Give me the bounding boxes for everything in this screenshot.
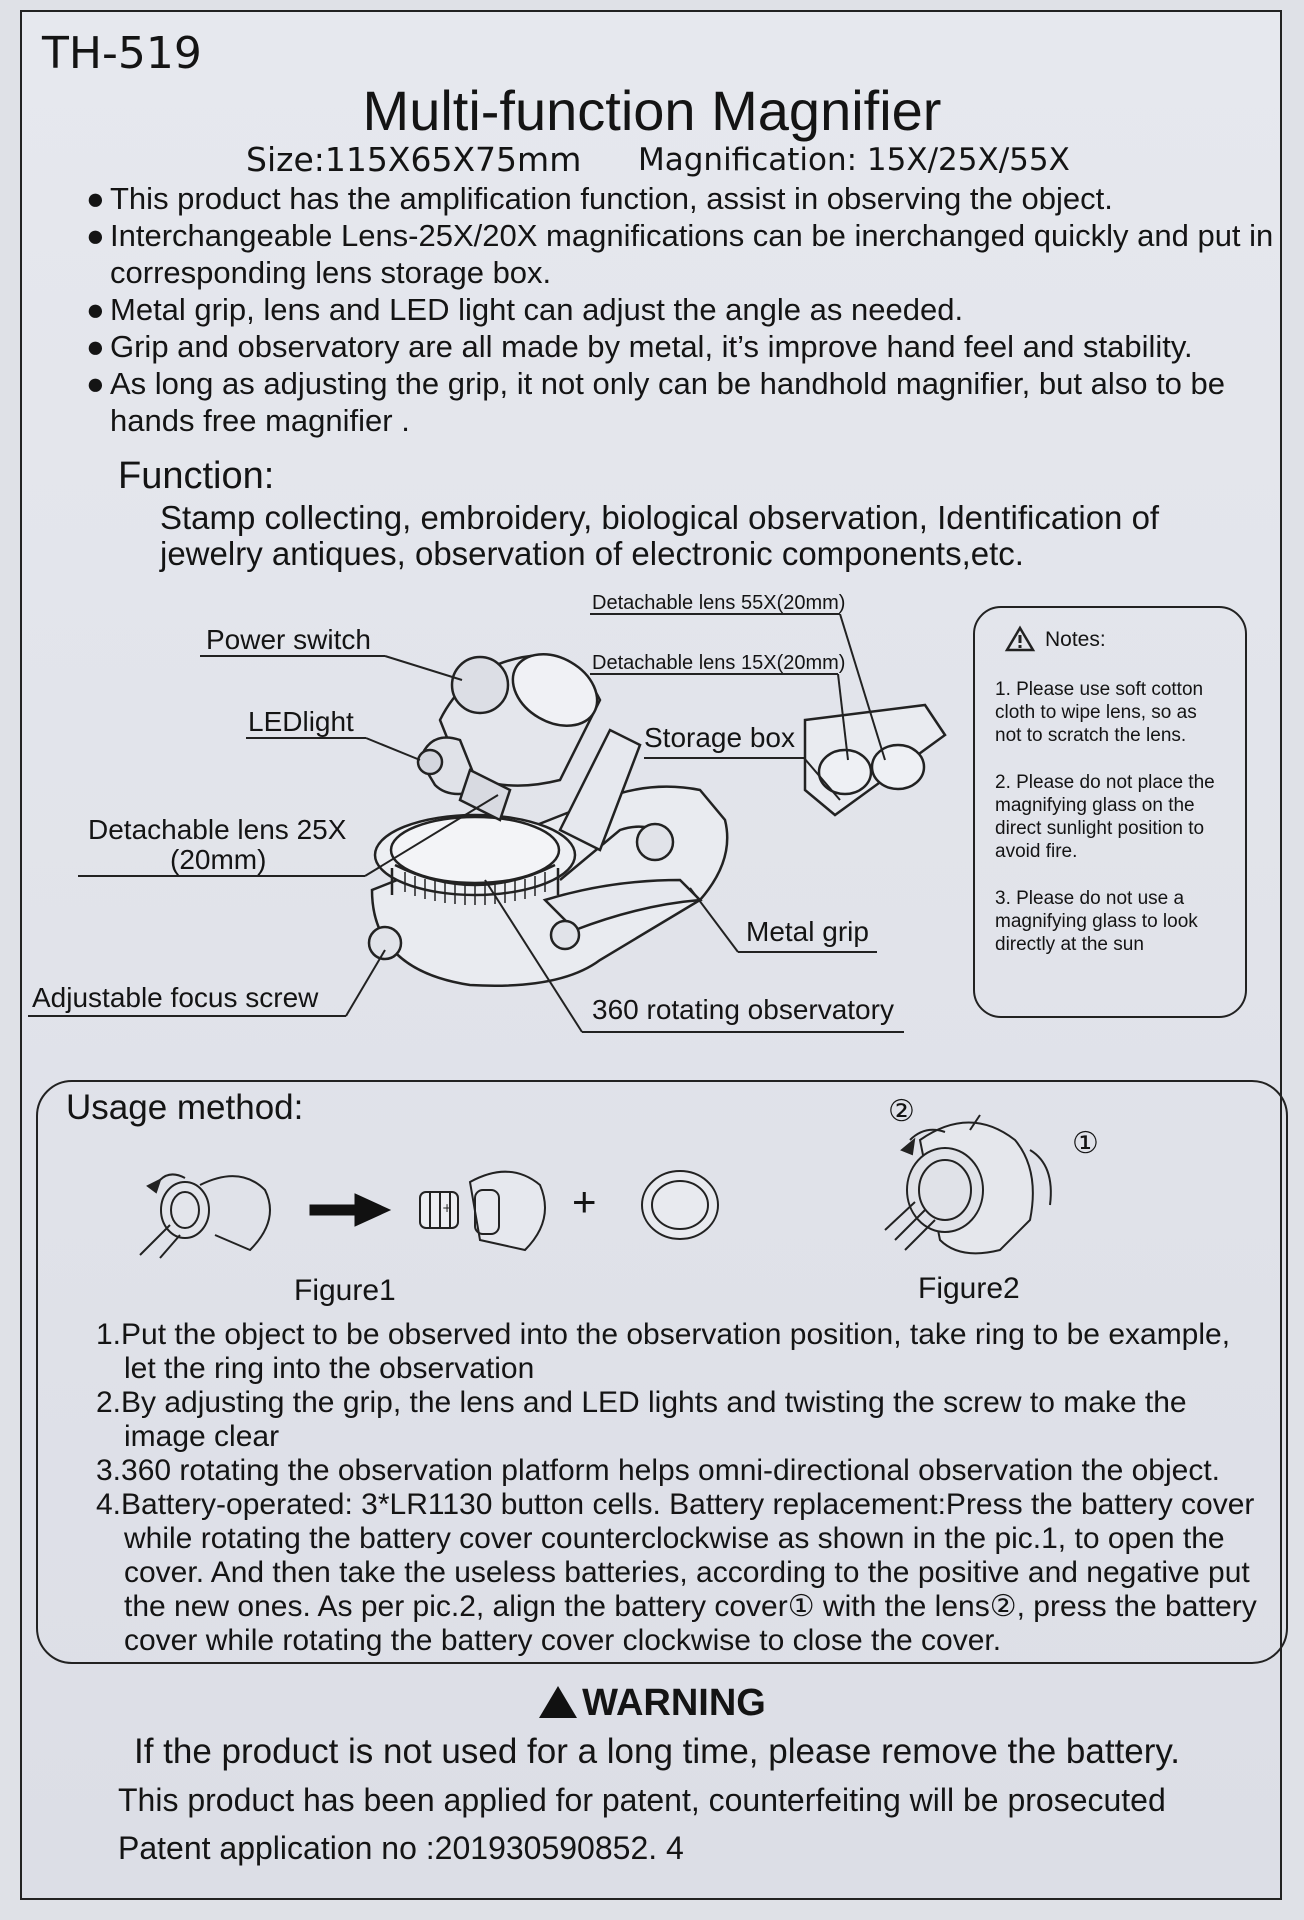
label-detachable-lens-25x-size: (20mm) [170, 844, 267, 875]
patent-notice: This product has been applied for patent, counterfeiting will be prosecuted [118, 1782, 1166, 1818]
label-metal-grip: Metal grip [746, 916, 869, 947]
warning-triangle-icon [1005, 626, 1035, 652]
note-item: 2. Please do not place the magnifying glass on the direct sunlight position to avoid fire. [995, 772, 1215, 862]
patent-number: Patent application no :201930590852. 4 [118, 1830, 684, 1866]
label-detachable-lens-25x: Detachable lens 25X [88, 814, 347, 845]
usage-steps [96, 1318, 1266, 1658]
model-number: TH-519 [42, 28, 202, 79]
notes-box [973, 606, 1247, 1018]
label-rotating-observatory: 360 rotating observatory [592, 994, 894, 1025]
feature-item: ● As long as adjusting the grip, it not only can be handhold magnifier, but also to be hands free magnifier . [86, 365, 1276, 439]
marker-2: ② [888, 1094, 915, 1129]
figure1-caption: Figure1 [294, 1274, 396, 1307]
warning-header [0, 1682, 1304, 1725]
label-detachable-lens-55x: Detachable lens 55X(20mm) [592, 592, 846, 614]
label-power-switch: Power switch [206, 624, 371, 655]
label-adjustable-focus-screw: Adjustable focus screw [32, 982, 319, 1013]
feature-item: ● Metal grip, lens and LED light can adjust the angle as needed. [86, 291, 1276, 328]
usage-step: 2.By adjusting the grip, the lens and LED lights and twisting the screw to make the image clear [96, 1386, 1187, 1453]
notes-header [1005, 626, 1225, 652]
warning-triangle-icon [538, 1685, 578, 1719]
function-heading: Function: [118, 455, 275, 497]
figure1-illustration [130, 1150, 730, 1275]
usage-heading: Usage method: [66, 1088, 304, 1127]
label-led-light: LEDlight [248, 706, 354, 737]
feature-item: ● Interchangeable Lens-25X/20X magnifications can be inerchanged quickly and put in corresponding lens storage box. [86, 217, 1276, 291]
note-item: 3. Please do not use a magnifying glass to look directly at the sun [995, 888, 1198, 955]
usage-step: 4.Battery-operated: 3*LR1130 button cells. Battery replacement:Press the battery cover while rotating the battery cover counterclockwise as shown in the pic.1, to open the cover. And then take the useless batteries, according to the positive and negative put the new ones. As per pic.2, align the battery cover① with the lens②, press the battery cover while rotating the battery cover clockwise to close the cover. [96, 1488, 1257, 1657]
plus-mark-label: + [442, 1201, 453, 1215]
feature-item: ● Grip and observatory are all made by metal, it’s improve hand feel and stability. [86, 328, 1276, 365]
plus-sign: + [572, 1178, 597, 1225]
figure2-caption: Figure2 [918, 1272, 1020, 1305]
page-title: Multi-function Magnifier [362, 79, 942, 142]
label-detachable-lens-15x: Detachable lens 15X(20mm) [592, 652, 846, 674]
notes-heading: Notes: [1045, 627, 1106, 651]
size-spec: Size:115X65X75mm [246, 140, 582, 179]
feature-item: ● This product has the amplification function, assist in observing the object. [86, 180, 1276, 217]
usage-step: 1.Put the object to be observed into the observation position, take ring to be example, let the ring into the observation [96, 1318, 1231, 1385]
warning-heading: WARNING [582, 1682, 766, 1724]
label-storage-box: Storage box [644, 722, 795, 753]
function-text: Stamp collecting, embroidery, biological observation, Identification of jewelry antiques, observation of electronic components,etc. [160, 499, 1160, 572]
magnification-spec: Magnification: 15X/25X/55X [638, 142, 1070, 178]
marker-1: ① [1072, 1126, 1099, 1161]
note-item: 1. Please use soft cotton cloth to wipe lens, so as not to scratch the lens. [995, 679, 1204, 746]
warning-line: If the product is not used for a long time, please remove the battery. [134, 1732, 1181, 1771]
usage-step: 3.360 rotating the observation platform helps omni-directional observation the object. [96, 1454, 1220, 1487]
figure2-illustration [880, 1110, 1080, 1280]
